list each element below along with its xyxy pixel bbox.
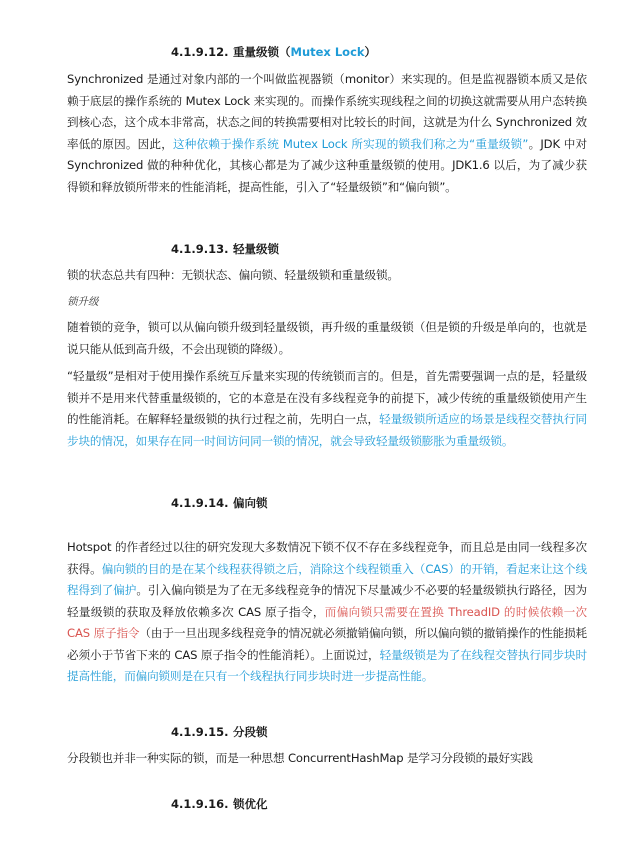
paragraph-segment-lock: [67, 748, 587, 770]
heading-title: 偏向锁: [233, 496, 268, 510]
heading-number: 4.1.9.14.: [171, 496, 229, 510]
text-run: Hotspot 的作者经过以往的研究发现大多数情况下锁不仅不存在多线程竞争，而且总是由同一线程多次获得。: [67, 540, 587, 576]
heading-title: 分段锁: [233, 725, 268, 739]
text-run: 。引入偏向锁是为了在无多线程竞争的情况下尽量减少不必要的轻量级锁执行路径，因为轻量级锁的获取及释放依赖多次 CAS 原子指令，: [67, 583, 588, 619]
heading-lightweight-lock: [171, 241, 279, 257]
heading-title-accent: Mutex Lock: [290, 45, 365, 59]
heading-number: 4.1.9.13.: [171, 242, 229, 256]
heading-number: 4.1.9.16.: [171, 797, 229, 811]
text-run: 分段锁也并非一种实际的锁，而是一种思想 ConcurrentHashMap 是学习分段锁的最好实践: [67, 751, 533, 765]
heading-mutex-lock: [171, 44, 376, 60]
heading-title: 轻量级锁: [233, 242, 279, 256]
heading-title-suffix: ）: [364, 45, 377, 59]
text-run-highlight: 这种依赖于操作系统 Mutex Lock 所实现的锁我们称之为“重量级锁”: [173, 136, 529, 151]
text-run: 随着锁的竞争，锁可以从偏向锁升级到轻量级锁，再升级的重量级锁（但是锁的升级是单向的，也就是说只能从低到高升级，不会出现锁的降级）。: [67, 320, 587, 356]
text-run-red: 而偏向锁只需要在置换 ThreadID 的时候依赖一次 CAS 原子指令: [67, 604, 587, 640]
text-run: 锁的状态总共有四种：无锁状态、偏向锁、轻量级锁和重量级锁。: [67, 268, 399, 282]
text-run-highlight: 轻量级锁是为了在线程交替执行同步块时提高性能，而偏向锁则是在只有一个线程执行同步块时进一步提高性能。: [67, 647, 587, 683]
paragraph-mutex-lock: [67, 69, 587, 198]
paragraph-lightweight-explain: [67, 366, 587, 452]
paragraph-lock-upgrade: [67, 317, 587, 360]
paragraph-biased-lock: [67, 537, 587, 688]
text-run-highlight: 轻量级锁所适应的场景是线程交替执行同步块的情况，如果存在同一时间访问同一锁的情况，就会导致轻量级锁膨胀为重量级锁。: [67, 412, 587, 448]
heading-number: 4.1.9.15.: [171, 725, 229, 739]
heading-biased-lock: [171, 495, 268, 511]
heading-title: 锁优化: [233, 797, 268, 811]
text-run: Synchronized 是通过对象内部的一个叫做监视器锁（monitor）来实现的。但是监视器锁本质又是依赖于底层的操作系统的 Mutex Lock 来实现的。而操作系统实现线程之间的切换这就需要从用户态转换到核心态，这个成本非常高，状态之间的转换需要相对比较长的时间，这就是为什么 Synchronized 效率低的原因。因此，: [67, 72, 587, 151]
text-run-highlight: 偏向锁的目的是在某个线程获得锁之后，消除这个线程锁重入（CAS）的开销，看起来让这个线程得到了偏护: [67, 561, 587, 597]
heading-segment-lock: [171, 724, 268, 740]
subheading-lock-upgrade: 锁升级: [67, 296, 99, 308]
heading-title-prefix: 重量级锁（: [233, 45, 291, 59]
text-run: “轻量级”是相对于使用操作系统互斥量来实现的传统锁而言的。但是，首先需要强调一点的是，轻量级锁并不是用来代替重量级锁的，它的本意是在没有多线程竞争的前提下，减少传统的重量级锁使用产生的性能消耗。在解释轻量级锁的执行过程之前，先明白一点，: [67, 369, 587, 426]
text-run: （由于一旦出现多线程竞争的情况就必须撤销偏向锁，所以偏向锁的撤销操作的性能损耗必须小于节省下来的 CAS 原子指令的性能消耗）。上面说过，: [67, 626, 588, 662]
heading-number: 4.1.9.12.: [171, 45, 229, 59]
heading-lock-optimization: [171, 796, 268, 812]
paragraph-lock-states: [67, 265, 587, 287]
text-run: 。JDK 中对 Synchronized 做的种种优化，其核心都是为了减少这种重量级锁的使用。JDK1.6 以后，为了减少获得锁和释放锁所带来的性能消耗，提高性能，引入了“轻量级锁”和“偏向锁”。: [67, 136, 587, 194]
